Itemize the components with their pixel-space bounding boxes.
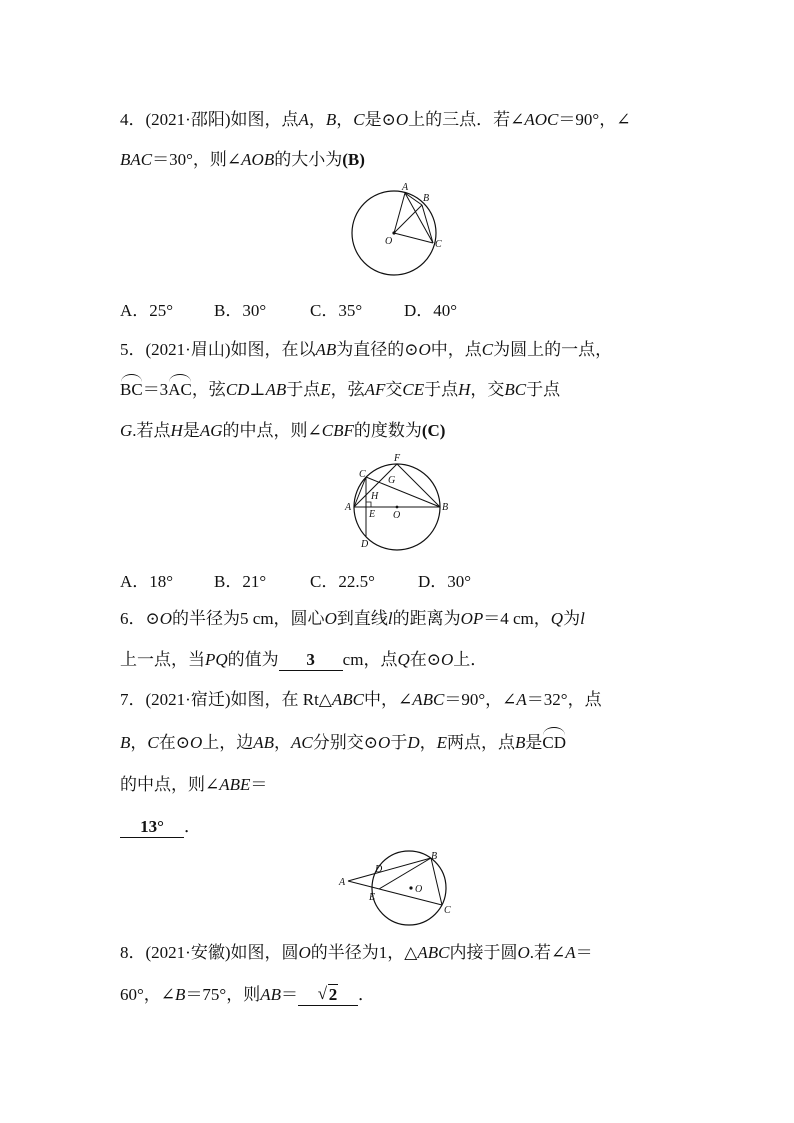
q4-label-c: C bbox=[435, 239, 442, 250]
q5-arc-ac: AC bbox=[168, 378, 192, 402]
q5-label-o: O bbox=[393, 510, 401, 521]
q7-circle-figure bbox=[336, 848, 464, 928]
q5-stem-line-1: 5．(2021·眉山)如图，在以AB为直径的⊙O中，点C为圆上的一点， bbox=[120, 340, 613, 359]
q4-segment-oc bbox=[394, 233, 433, 243]
sqrt-symbol: √ 2 bbox=[318, 985, 339, 1005]
q5-option-a[interactable]: A．18° bbox=[120, 572, 174, 591]
q7-segment-be bbox=[379, 858, 431, 889]
q5-stem-line-2: BC＝3AC，弦CD⊥AB于点E，弦AF交CE于点H，交BC于点 bbox=[120, 378, 560, 402]
q4-option-b[interactable]: B．30° bbox=[214, 301, 267, 320]
q5-label-h: H bbox=[371, 491, 379, 502]
q8-answer-blank[interactable] bbox=[298, 985, 358, 1006]
q7-stem-line-1: 7．(2021·宿迁)如图，在 Rt△ABC中，∠ABC＝90°，∠A＝32°，点 bbox=[120, 690, 602, 709]
q5-circle-figure bbox=[340, 450, 455, 552]
q7-arc-cd: CD bbox=[542, 731, 566, 755]
q8-stem-line-2: 60°，∠B＝75°，则AB＝√ 2 ． bbox=[120, 983, 375, 1007]
q7-segment-ac bbox=[348, 881, 442, 905]
q7-answer-line: 13° ． bbox=[120, 815, 201, 839]
q4-circle-figure bbox=[348, 180, 448, 280]
q4-label-o: O bbox=[385, 236, 393, 247]
q7-answer-blank[interactable]: 13° bbox=[120, 817, 184, 838]
q7-label-c: C bbox=[444, 905, 451, 916]
q5-label-g: G bbox=[388, 475, 396, 486]
q4-stem-line-1: 4．(2021·邵阳)如图，点A，B，C是⊙O上的三点．若∠AOC＝90°，∠ bbox=[120, 110, 631, 129]
q5-answer: (C) bbox=[421, 421, 446, 440]
q7-stem-line-2: B，C在⊙O上，边AB，AC分别交⊙O于D，E两点，点B是CD bbox=[120, 731, 566, 755]
q6-stem-line-1: 6．⊙O的半径为5 cm，圆心O到直线l的距离为OP＝4 cm，Q为l bbox=[120, 609, 585, 628]
q6-answer-blank[interactable]: 3 bbox=[279, 650, 343, 671]
q4-answer: (B) bbox=[342, 150, 365, 169]
q5-label-a: A bbox=[345, 502, 352, 513]
q8-stem-line-1: 8．(2021·安徽)如图，圆O的半径为1，△ABC内接于圆O.若∠A＝ bbox=[120, 943, 593, 962]
q7-center-dot bbox=[409, 886, 412, 889]
q7-segment-bc bbox=[431, 858, 442, 905]
q7-label-a: A bbox=[339, 877, 346, 888]
q7-label-o: O bbox=[415, 884, 423, 895]
q7-circle bbox=[372, 851, 446, 925]
q5-option-b[interactable]: B．21° bbox=[214, 572, 267, 591]
q5-option-d[interactable]: D．30° bbox=[418, 572, 472, 591]
q4-center-dot bbox=[392, 231, 395, 234]
q5-label-e: E bbox=[369, 509, 376, 520]
q5-arc-bc: BC bbox=[120, 378, 143, 402]
q5-center-dot bbox=[396, 506, 399, 509]
q7-label-e: E bbox=[369, 892, 376, 903]
q7-label-d: D bbox=[375, 864, 383, 875]
q5-label-b: B bbox=[442, 502, 449, 513]
q5-label-f: F bbox=[394, 453, 401, 464]
q4-label-b: B bbox=[423, 193, 430, 204]
q4-segment-bc bbox=[422, 205, 433, 243]
q7-label-b: B bbox=[431, 851, 438, 862]
q5-label-c: C bbox=[359, 469, 366, 480]
q7-stem-line-3: 的中点，则∠ABE＝ bbox=[120, 775, 268, 794]
q4-option-d[interactable]: D．40° bbox=[404, 301, 458, 320]
q5-right-angle-mark bbox=[366, 502, 371, 507]
q5-stem-line-3: G.若点H是AG的中点，则∠CBF的度数为(C) bbox=[120, 421, 446, 440]
q4-option-a[interactable]: A．25° bbox=[120, 301, 174, 320]
q7-segment-ab bbox=[348, 858, 431, 881]
q4-option-c[interactable]: C．35° bbox=[310, 301, 363, 320]
q5-label-d: D bbox=[361, 539, 369, 550]
q6-stem-line-2: 上一点，当PQ的值为 3 cm，点Q在⊙O上． bbox=[120, 650, 488, 669]
q4-stem-line-2: BAC＝30°，则∠AOB的大小为(B) bbox=[120, 150, 365, 169]
q5-segment-ac bbox=[354, 477, 366, 507]
q5-option-c[interactable]: C．22.5° bbox=[310, 572, 375, 591]
q4-label-a: A bbox=[402, 182, 409, 193]
